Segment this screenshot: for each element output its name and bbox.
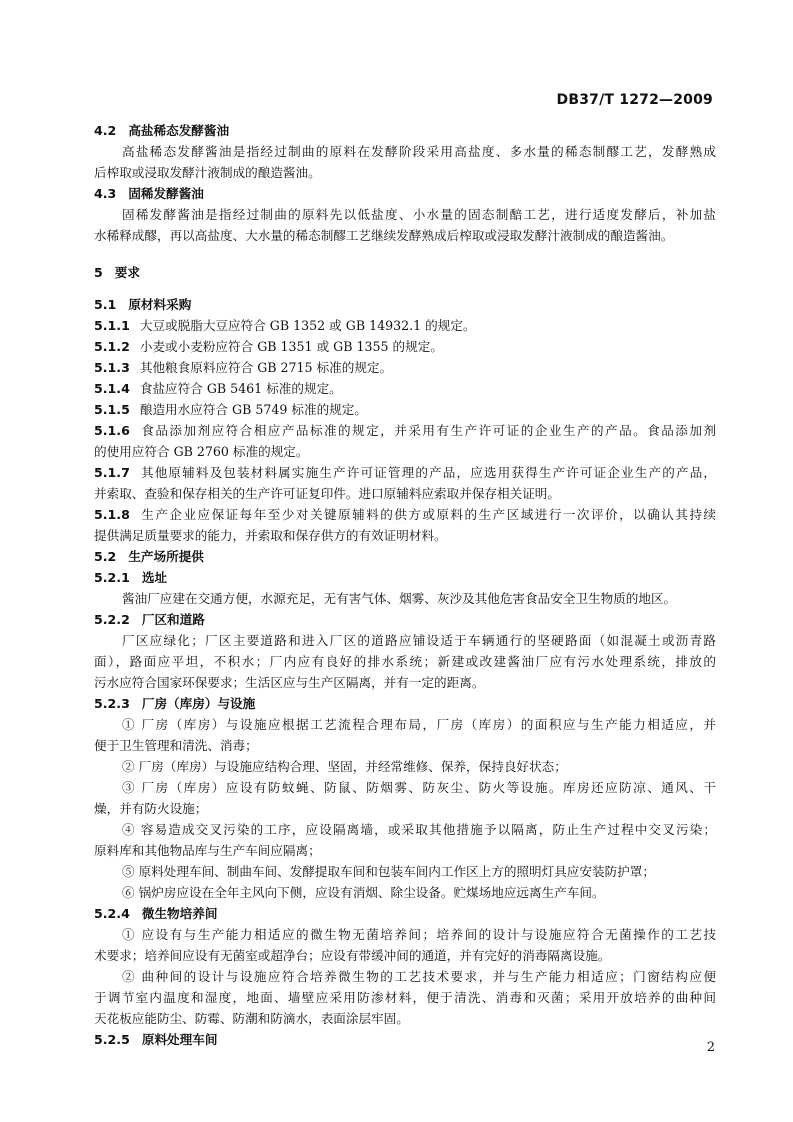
paragraph-line: 术要求；培养间应设有无菌室或超净台；应设有带缓冲间的通道，并有完好的消毒隔离设施。 (94, 948, 611, 963)
paragraph-line: ② 曲种间的设计与设施应符合培养微生物的工艺技术要求，并与生产能力相适应；门窗结构应便 (122, 969, 716, 984)
paragraph-line: 污水应符合国家环保要求；生活区应与生产区隔离，并有一定的距离。 (94, 675, 485, 690)
paragraph-line: ② 厂房（库房）与设施应结构合理、坚固，并经常维修、保养，保持良好状态； (122, 759, 567, 774)
paragraph-line: 后榨取或浸取发酵汁液制成的酿造酱油。 (94, 165, 321, 180)
heading-5-2-4: 5.2.4 微生物培养间 (94, 906, 218, 921)
paragraph-line: 酱油厂应建在交通方便，水源充足，无有害气体、烟雾、灰沙及其他危害食品安全卫生物质的地区。 (122, 591, 677, 606)
paragraph-line: 便于卫生管理和清洗、消毒； (94, 738, 258, 753)
heading-4-3: 4.3 固稀发酵酱油 (94, 186, 204, 201)
paragraph-line: ④ 容易造成交叉污染的工序，应设隔离墙，或采取其他措施予以隔离，防止生产过程中交叉污染； (122, 822, 716, 837)
paragraph-line: 原料库和其他物品库与生产车间应隔离； (94, 843, 321, 858)
paragraph-line: ① 厂房（库房）与设施应根据工艺流程合理布局，厂房（库房）的面积应与生产能力相适应，并 (122, 717, 716, 732)
heading-5-2-1: 5.2.1 选址 (94, 570, 168, 585)
paragraph-line: 燥，并有防火设施； (94, 801, 208, 816)
heading-5-1: 5.1 原材料采购 (94, 297, 192, 312)
paragraph-line: 水稀释成醪，再以高盐度、大水量的稀态制醪工艺继续发酵熟成后榨取或浸取发酵汁液制成的酿造酱油。 (94, 228, 674, 243)
paragraph-line: 面），路面应平坦，不积水；厂内应有良好的排水系统；新建或改建酱油厂应有污水处理系统，排放的 (94, 654, 716, 669)
clause-5-1-4: 5.1.4 食盐应符合 GB 5461 标准的规定。 (94, 381, 342, 396)
paragraph-line: 于调节室内温度和湿度，地面、墙壁应采用防渗材料，便于清洗、消毒和灭菌；采用开放培养的曲种间 (94, 990, 716, 1005)
clause-5-1-2: 5.1.2 小麦或小麦粉应符合 GB 1351 或 GB 1355 的规定。 (94, 339, 443, 354)
clause-5-1-3: 5.1.3 其他粮食原料应符合 GB 2715 标准的规定。 (94, 360, 393, 375)
paragraph-line: 厂区应绿化；厂区主要道路和进入厂区的道路应铺设适于车辆通行的坚硬路面（如混凝土或沥青路 (122, 633, 716, 648)
paragraph-line: ③ 厂房（库房）应设有防蚊蝇、防鼠、防烟雾、防灰尘、防火等设施。库房还应防凉、通风、干 (122, 780, 716, 795)
paragraph-line: ⑤ 原料处理车间、制曲车间、发酵提取车间和包装车间内工作区上方的照明灯具应安装防护罩； (122, 864, 655, 879)
paragraph-line: ⑥ 锅炉房应设在全年主风向下侧，应设有消烟、除尘设备。贮煤场地应远离生产车间。 (122, 885, 605, 900)
clause-5-1-1: 5.1.1 大豆或脱脂大豆应符合 GB 1352 或 GB 14932.1 的规定。 (94, 318, 476, 333)
heading-5-2-2: 5.2.2 厂区和道路 (94, 612, 205, 627)
clause-5-1-7: 5.1.7 其他原辅料及包装材料属实施生产许可证管理的产品，应选用获得生产许可证企业生产的产品， (94, 465, 716, 480)
clause-5-1-6: 5.1.6 食品添加剂应符合相应产品标准的规定，并采用有生产许可证的企业生产的产品。食品添加剂 (94, 423, 716, 438)
heading-5-2-3: 5.2.3 厂房（库房）与设施 (94, 696, 256, 711)
clause-5-1-8: 5.1.8 生产企业应保证每年至少对关键原辅料的供方或原料的生产区域进行一次评价，以确认其持续 (94, 507, 716, 522)
paragraph-line: 天花板应能防尘、防霉、防潮和防滴水，表面涂层牢固。 (94, 1011, 409, 1026)
paragraph-line: 提供满足质量要求的能力，并索取和保存供方的有效证明材料。 (94, 528, 447, 543)
paragraph-line: ① 应设有与生产能力相适应的微生物无菌培养间；培养间的设计与设施应符合无菌操作的工艺技 (122, 927, 716, 942)
heading-5-2-5: 5.2.5 原料处理车间 (94, 1032, 218, 1047)
paragraph-line: 并索取、查验和保存相关的生产许可证复印件。进口原辅料应索取并保存相关证明。 (94, 486, 560, 501)
heading-5-2: 5.2 生产场所提供 (94, 549, 204, 564)
paragraph-line: 的使用应符合 GB 2760 标准的规定。 (94, 444, 309, 459)
heading-5: 5 要求 (94, 265, 140, 280)
paragraph-line: 高盐稀态发酵酱油是指经过制曲的原料在发酵阶段采用高盐度、多水量的稀态制醪工艺，发酵熟成 (122, 144, 716, 159)
page-number: 2 (706, 1040, 715, 1055)
standard-code: DB37/T 1272—2009 (556, 92, 713, 108)
clause-5-1-5: 5.1.5 酿造用水应符合 GB 5749 标准的规定。 (94, 402, 367, 417)
paragraph-line: 固稀发酵酱油是指经过制曲的原料先以低盐度、小水量的固态制醅工艺，进行适度发酵后，补加盐 (122, 207, 716, 222)
heading-4-2: 4.2 高盐稀态发酵酱油 (94, 123, 230, 138)
document-body (94, 120, 716, 1050)
